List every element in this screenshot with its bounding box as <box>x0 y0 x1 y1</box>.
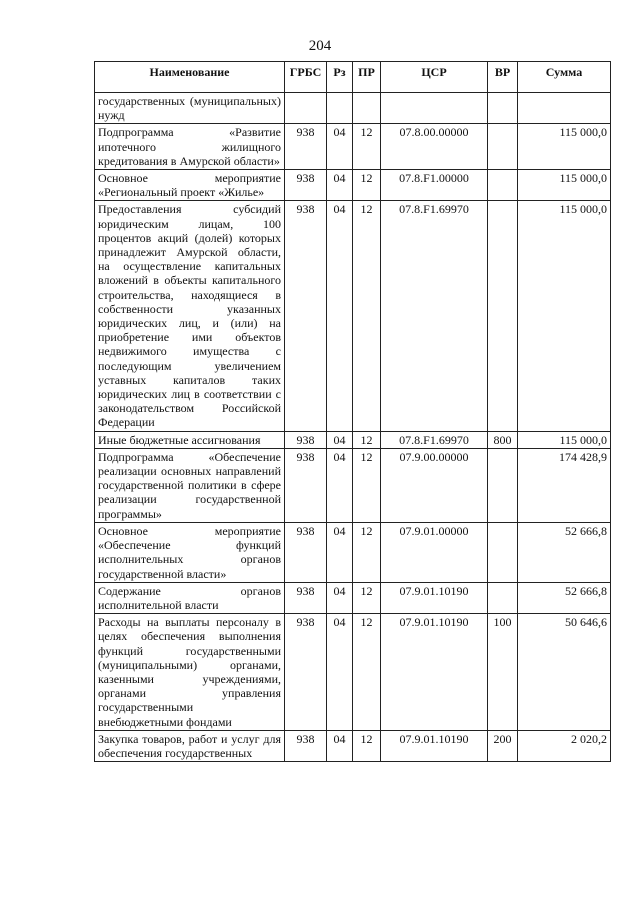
cell-sum: 174 428,9 <box>518 448 611 522</box>
cell-pr: 12 <box>353 522 381 582</box>
table-row <box>95 431 611 448</box>
cell-vr <box>488 582 518 613</box>
cell-grbs <box>285 93 327 124</box>
cell-rz: 04 <box>327 201 353 431</box>
cell-pr: 12 <box>353 448 381 522</box>
cell-csr: 07.9.01.10190 <box>381 582 488 613</box>
cell-csr <box>381 93 488 124</box>
table-row <box>95 124 611 170</box>
table-row <box>95 582 611 613</box>
cell-grbs: 938 <box>285 522 327 582</box>
cell-csr: 07.9.00.00000 <box>381 448 488 522</box>
cell-rz: 04 <box>327 582 353 613</box>
cell-grbs: 938 <box>285 614 327 731</box>
cell-vr <box>488 448 518 522</box>
cell-sum: 2 020,2 <box>518 730 611 761</box>
cell-csr: 07.8.00.00000 <box>381 124 488 170</box>
table-row <box>95 201 611 431</box>
cell-vr <box>488 201 518 431</box>
header-grbs: ГРБС <box>285 62 327 93</box>
cell-pr: 12 <box>353 170 381 201</box>
cell-name: Основное мероприятие «Обеспечение функций исполнительных органов государственной власти» <box>95 522 285 582</box>
cell-rz <box>327 93 353 124</box>
cell-grbs: 938 <box>285 730 327 761</box>
cell-csr: 07.9.01.10190 <box>381 730 488 761</box>
table-row <box>95 93 611 124</box>
header-pr: ПР <box>353 62 381 93</box>
cell-pr: 12 <box>353 730 381 761</box>
cell-name: Подпрограмма «Развитие ипотечного жилищного кредитования в Амурской области» <box>95 124 285 170</box>
header-name: Наименование <box>95 62 285 93</box>
cell-pr: 12 <box>353 582 381 613</box>
cell-name: государственных (муниципальных) нужд <box>95 93 285 124</box>
cell-csr: 07.8.F1.69970 <box>381 431 488 448</box>
cell-sum: 52 666,8 <box>518 582 611 613</box>
cell-vr <box>488 170 518 201</box>
header-rz: Рз <box>327 62 353 93</box>
cell-name: Основное мероприятие «Региональный проект «Жилье» <box>95 170 285 201</box>
cell-sum: 115 000,0 <box>518 201 611 431</box>
table-row <box>95 522 611 582</box>
cell-vr <box>488 93 518 124</box>
header-csr: ЦСР <box>381 62 488 93</box>
header-vr: ВР <box>488 62 518 93</box>
cell-csr: 07.9.01.00000 <box>381 522 488 582</box>
cell-grbs: 938 <box>285 582 327 613</box>
table-header-row <box>95 62 611 93</box>
cell-sum: 52 666,8 <box>518 522 611 582</box>
cell-grbs: 938 <box>285 170 327 201</box>
cell-grbs: 938 <box>285 124 327 170</box>
page-number: 204 <box>308 38 332 54</box>
cell-rz: 04 <box>327 431 353 448</box>
cell-rz: 04 <box>327 522 353 582</box>
cell-vr: 200 <box>488 730 518 761</box>
table-row <box>95 614 611 731</box>
table-row <box>95 170 611 201</box>
cell-rz: 04 <box>327 124 353 170</box>
cell-csr: 07.8.F1.00000 <box>381 170 488 201</box>
cell-name: Иные бюджетные ассигнования <box>95 431 285 448</box>
table-row <box>95 448 611 522</box>
cell-name: Расходы на выплаты персоналу в целях обеспечения выполнения функций государственными (муниципальными) органами, казенными учреждениями, органами управления государственными внебюджетными фондами <box>95 614 285 731</box>
cell-name: Содержание органов исполнительной власти <box>95 582 285 613</box>
cell-pr <box>353 93 381 124</box>
cell-sum: 50 646,6 <box>518 614 611 731</box>
cell-vr: 800 <box>488 431 518 448</box>
cell-pr: 12 <box>353 201 381 431</box>
cell-pr: 12 <box>353 124 381 170</box>
cell-name: Подпрограмма «Обеспечение реализации основных направлений государственной политики в сфере реализации государственной программы» <box>95 448 285 522</box>
table-body <box>95 93 611 762</box>
cell-sum: 115 000,0 <box>518 170 611 201</box>
cell-grbs: 938 <box>285 201 327 431</box>
cell-sum <box>518 93 611 124</box>
cell-grbs: 938 <box>285 431 327 448</box>
cell-pr: 12 <box>353 614 381 731</box>
cell-rz: 04 <box>327 170 353 201</box>
cell-sum: 115 000,0 <box>518 124 611 170</box>
cell-pr: 12 <box>353 431 381 448</box>
cell-name: Предоставления субсидий юридическим лицам, 100 процентов акций (долей) которых принадлежит Амурской области, на осуществление капитальных вложений в объекты капитального строительства, находящиеся в собственности указанных юридических лиц, и (или) на приобретение ими объектов недвижимого имущества с последующим увеличением уставных капиталов таких юридических лиц в соответствии с законодательством Российской Федерации <box>95 201 285 431</box>
cell-vr <box>488 522 518 582</box>
cell-rz: 04 <box>327 614 353 731</box>
header-sum: Сумма <box>518 62 611 93</box>
table-row <box>95 730 611 761</box>
cell-sum: 115 000,0 <box>518 431 611 448</box>
budget-table <box>94 61 611 762</box>
cell-rz: 04 <box>327 730 353 761</box>
cell-csr: 07.9.01.10190 <box>381 614 488 731</box>
cell-name: Закупка товаров, работ и услуг для обеспечения государственных <box>95 730 285 761</box>
cell-vr <box>488 124 518 170</box>
cell-vr: 100 <box>488 614 518 731</box>
cell-grbs: 938 <box>285 448 327 522</box>
cell-rz: 04 <box>327 448 353 522</box>
cell-csr: 07.8.F1.69970 <box>381 201 488 431</box>
